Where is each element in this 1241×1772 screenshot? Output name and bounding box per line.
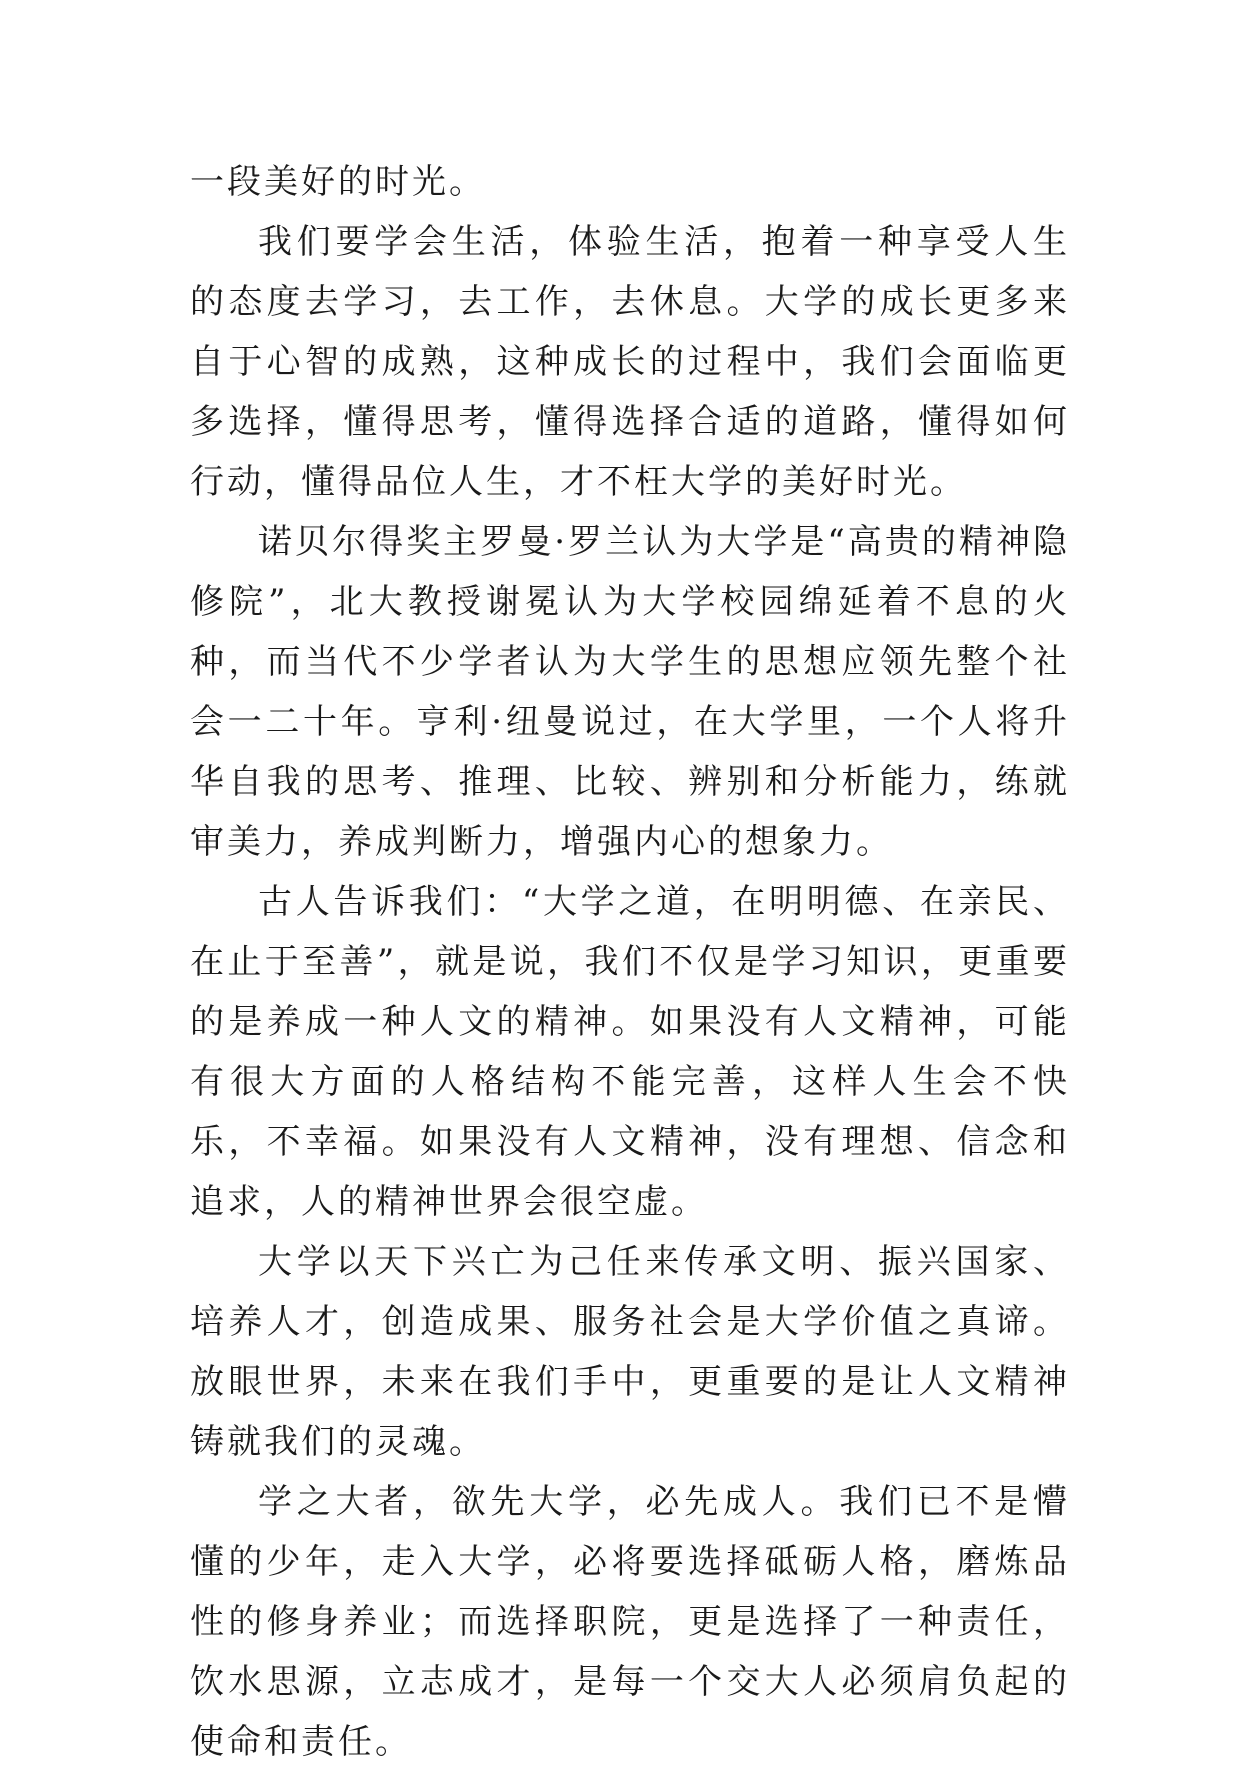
paragraph-1: 一段美好的时光。 [190, 162, 486, 202]
paragraph-3: 诺贝尔得奖主罗曼·罗兰认为大学是“高贵的精神隐修院”，北大教授谢冕认为大学校园绵延着不息的火种，而当代不少学者认为大学生的思想应领先整个社会一二十年。亨利·纽曼说过，在大学里，一个人将升华自我的思考、推理、比较、辨别和分析能力，练就审美力，养成判断力，增强内心的想象力。 [190, 522, 1070, 862]
paragraph-5: 大学以天下兴亡为己任来传承文明、振兴国家、培养人才，创造成果、服务社会是大学价值之真谛。放眼世界，未来在我们手中，更重要的是让人文精神铸就我们的灵魂。 [190, 1242, 1070, 1462]
paragraph-4: 古人告诉我们：“大学之道，在明明德、在亲民、在止于至善”，就是说，我们不仅是学习知识，更重要的是养成一种人文的精神。如果没有人文精神，可能有很大方面的人格结构不能完善，这样人生会不快乐，不幸福。如果没有人文精神，没有理想、信念和追求，人的精神世界会很空虚。 [190, 882, 1070, 1222]
document-body [190, 152, 1070, 1772]
paragraph-6: 学之大者，欲先大学，必先成人。我们已不是懵懂的少年，走入大学，必将要选择砥砺人格，磨炼品性的修身养业；而选择职院，更是选择了一种责任，饮水思源，立志成才，是每一个交大人必须肩负起的使命和责任。 [190, 1482, 1070, 1762]
paragraph-2: 我们要学会生活，体验生活，抱着一种享受人生的态度去学习，去工作，去休息。大学的成长更多来自于心智的成熟，这种成长的过程中，我们会面临更多选择，懂得思考，懂得选择合适的道路，懂得如何行动，懂得品位人生，才不枉大学的美好时光。 [190, 222, 1070, 502]
